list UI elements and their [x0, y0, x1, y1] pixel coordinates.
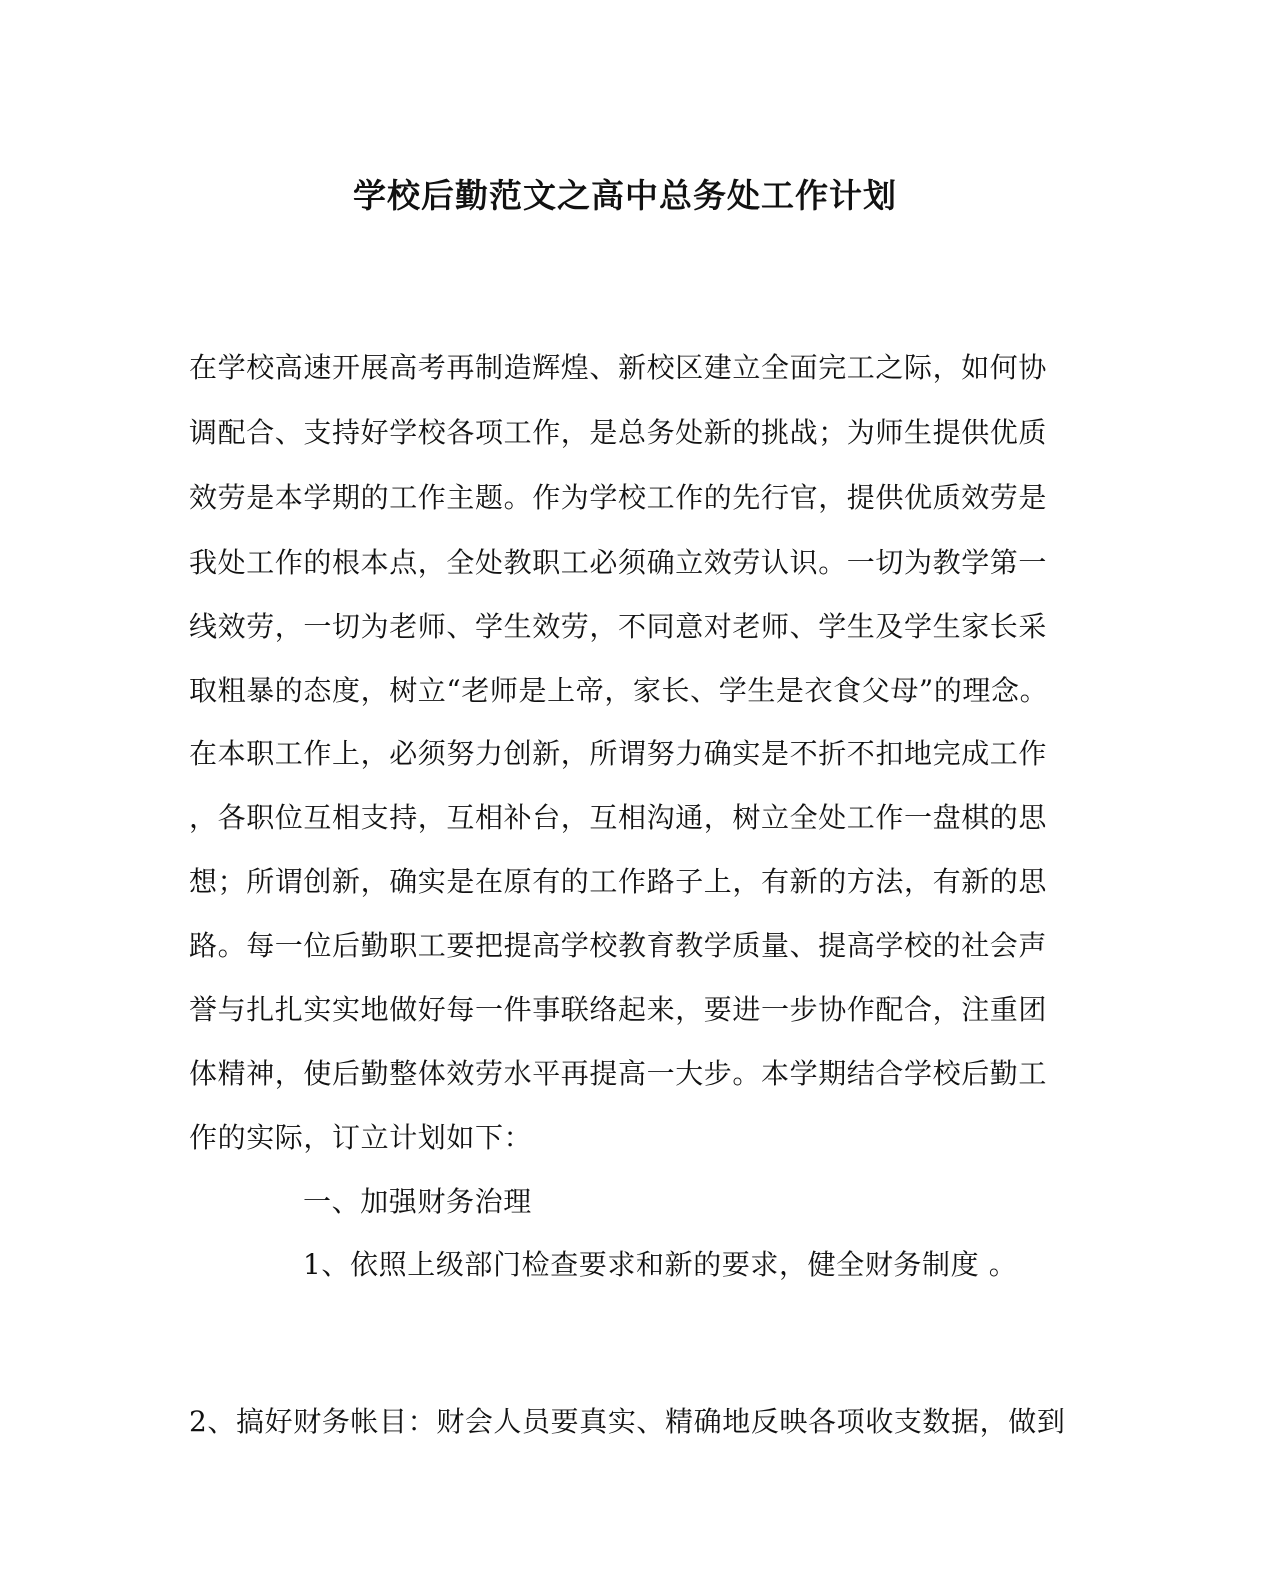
- body-line: 线效劳，一切为老师、学生效劳，不同意对老师、学生及学生家长采: [189, 610, 1048, 643]
- body-line: 在本职工作上，必须努力创新，所谓努力确实是不折不扣地完成工作: [189, 737, 1048, 770]
- body-line: 体精神，使后勤整体效劳水平再提高一大步。本学期结合学校后勤工: [189, 1057, 1048, 1090]
- body-line: 在学校高速开展高考再制造辉煌、新校区建立全面完工之际，如何协: [189, 351, 1048, 384]
- body-line: 取粗暴的态度，树立“老师是上帝，家长、学生是衣食父母”的理念。: [189, 674, 1049, 707]
- list-item: 2、搞好财务帐目：财会人员要真实、精确地反映各项收支数据，做到: [189, 1405, 1066, 1438]
- body-line: 效劳是本学期的工作主题。作为学校工作的先行官，提供优质效劳是: [189, 481, 1048, 514]
- body-line: ，各职位互相支持，互相补台，互相沟通，树立全处工作一盘棋的思: [189, 801, 1048, 834]
- list-item: 1、依照上级部门检查要求和新的要求，健全财务制度 。: [303, 1248, 1018, 1281]
- document-title: 学校后勤范文之高中总务处工作计划: [353, 176, 897, 215]
- body-line: 誉与扎扎实实地做好每一件事联络起来，要进一步协作配合，注重团: [189, 993, 1048, 1026]
- body-line: 调配合、支持好学校各项工作，是总务处新的挑战；为师生提供优质: [189, 416, 1048, 449]
- body-line: 我处工作的根本点，全处教职工必须确立效劳认识。一切为教学第一: [189, 546, 1048, 579]
- section-heading: 一、加强财务治理: [303, 1185, 532, 1218]
- body-line: 作的实际，订立计划如下：: [189, 1121, 533, 1154]
- body-line: 路。每一位后勤职工要把提高学校教育教学质量、提高学校的社会声: [189, 929, 1048, 962]
- body-line: 想；所谓创新，确实是在原有的工作路子上，有新的方法，有新的思: [189, 865, 1048, 898]
